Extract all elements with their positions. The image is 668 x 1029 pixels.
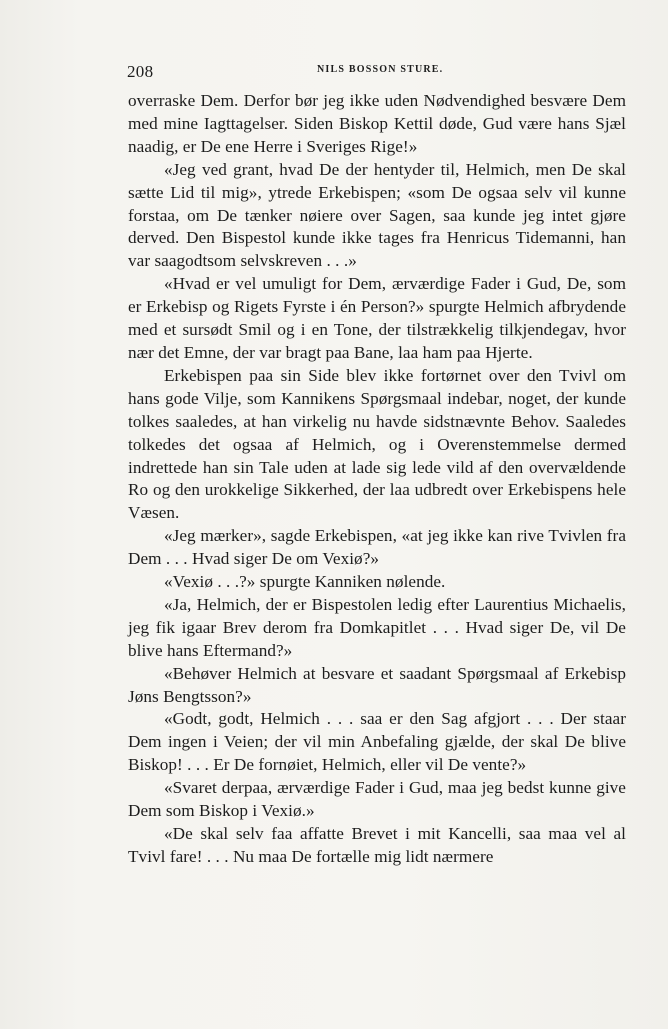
running-head: NILS BOSSON STURE. [317, 64, 444, 75]
body-text [128, 90, 626, 869]
paragraph-8: «Behøver Helmich at besvare et saadant Spørgsmaal af Erkebisp Jøns Bengtsson?» [128, 663, 626, 706]
paragraph-10: «Svaret derpaa, ærværdige Fader i Gud, maa jeg bedst kunne give Dem som Biskop i Vexiø.» [128, 778, 626, 821]
paragraph-4: Erkebispen paa sin Side blev ikke fortørnet over den Tvivl om hans gode Vilje, som Kannikens Spørgsmaal indebar, noget, der kunde tolkes saaledes, at han virkelig nu havde sidstnævnte Behov. Saaledes tolkedes det ogsaa af Helmich, og i Overenstemmelse dermed indrettede han sin Tale uden at lade sig lede vild af den overvældende Ro og den urokkelige Sikkerhed, der laa udbredt over Erkebispens hele Væsen. [128, 365, 626, 523]
paragraph-5: «Jeg mærker», sagde Erkebispen, «at jeg ikke kan rive Tvivlen fra Dem . . . Hvad siger De om Vexiø?» [128, 526, 626, 569]
paragraph-3: «Hvad er vel umuligt for Dem, ærværdige Fader i Gud, De, som er Erkebisp og Rigets Fyrste i én Person?» spurgte Helmich afbrydende med et sursødt Smil og i en Tone, der tilstrækkelig tilkjendegav, hvor nær det Emne, der var bragt paa Bane, laa ham paa Hjerte. [128, 274, 626, 362]
page-number: 208 [127, 62, 154, 81]
paragraph-7: «Ja, Helmich, der er Bispestolen ledig efter Laurentius Michaelis, jeg fik igaar Brev derom fra Domkapitlet . . . Hvad siger De, vil De blive hans Eftermand?» [128, 594, 626, 660]
paragraph-11: «De skal selv faa affatte Brevet i mit Kancelli, saa maa vel al Tvivl fare! . . . Nu maa De fortælle mig lidt nærmere [128, 824, 626, 866]
paragraph-6: «Vexiø . . .?» spurgte Kanniken nølende. [164, 572, 446, 592]
paragraph-2: «Jeg ved grant, hvad De der hentyder til, Helmich, men De skal sætte Lid til mig», ytrede Erkebispen; «som De ogsaa selv vil kunne forstaa, om De tænker nøiere over Sagen, saa kunde jeg intet gjøre derved. Den Bispestol kunde ikke tages fra Henricus Tidemanni, han var saagodtsom selvskreven . . .» [128, 159, 626, 271]
paragraph-1: overraske Dem. Derfor bør jeg ikke uden Nødvendighed besvære Dem med mine Iagttagelser. Siden Biskop Kettil døde, Gud være hans Sjæl naadig, er De ene Herre i Sveriges Rige!» [128, 91, 626, 156]
paragraph-9: «Godt, godt, Helmich . . . saa er den Sag afgjort . . . Der staar Dem ingen i Veien; der vil min Anbefaling gjælde, der skal De blive Biskop! . . . Er De fornøiet, Helmich, eller vil De vente?» [128, 709, 626, 775]
page-header [127, 60, 627, 86]
